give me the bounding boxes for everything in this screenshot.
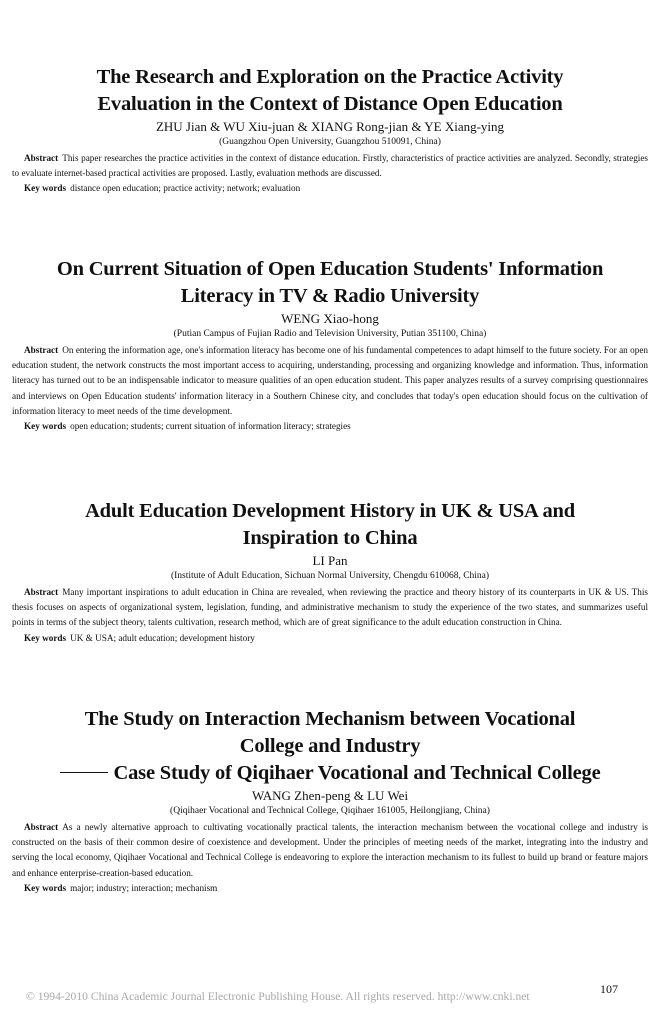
title-line: College and Industry (239, 735, 421, 757)
abstract-label: Abstract (24, 153, 59, 163)
abstract-label: Abstract (24, 822, 59, 832)
title-line: Evaluation in the Context of Distance Open Education (97, 93, 563, 115)
affiliation: (Guangzhou Open University, Guangzhou 510091, China) (219, 137, 441, 147)
keywords-label: Key words (24, 183, 67, 194)
affiliation: (Institute of Adult Education, Sichuan Normal University, Chengdu 610068, China) (170, 571, 490, 581)
abstract (12, 151, 648, 181)
article-title (12, 256, 648, 310)
page-number: 107 (600, 982, 618, 996)
abstract (12, 820, 648, 881)
subtitle-line (12, 760, 648, 787)
keywords-label: Key words (24, 882, 67, 893)
keywords-text: distance open education; practice activity; network; evaluation (70, 183, 301, 194)
article-title (12, 706, 648, 787)
abstract-label: Abstract (24, 345, 59, 355)
abstract-text: This paper researches the practice activities in the context of distance education. Firstly, characteristics of practice activities are analyzed. Secondly, strategies to evaluate internet-based practical activities are proposed. Lastly, evaluation methods are discussed. (12, 153, 648, 179)
affiliation: (Putian Campus of Fujian Radio and Television University, Putian 351100, China) (173, 329, 487, 339)
title-line: On Current Situation of Open Education Students' Information (56, 258, 604, 280)
article-2 (12, 256, 648, 434)
title-line: Inspiration to China (242, 527, 418, 549)
abstract-label: Abstract (24, 587, 59, 597)
em-dash-rule (60, 772, 108, 773)
title-line: Literacy in TV & Radio University (180, 285, 480, 307)
keywords (12, 631, 648, 646)
abstract-text: As a newly alternative approach to cultivating vocationally practical talents, the interaction mechanism between the vocational college and industry is constructed on the basis of their common desire of coexistence and development. Under the principles of meeting needs of the market, integrating into the industry and serving the local economy, Qiqihaer Vocational and Technical College is endeavoring to explore the interaction mechanism to its fullest to build up brand or feature majors and enhance enterprise-creation-based education. (12, 822, 648, 878)
keywords-text: UK & USA; adult education; development history (70, 632, 255, 643)
title-line: The Study on Interaction Mechanism between Vocational (84, 708, 576, 730)
abstract (12, 585, 648, 631)
abstract (12, 343, 648, 419)
affiliation: (Qiqihaer Vocational and Technical College, Qiqihaer 161005, Heilongjiang, China) (170, 806, 490, 816)
keywords (12, 419, 648, 434)
keywords-text: major; industry; interaction; mechanism (70, 882, 218, 893)
authors: WENG Xiao-hong (281, 311, 379, 326)
title-line: Adult Education Development History in UK & USA and (85, 500, 575, 522)
article-4 (12, 706, 648, 896)
keywords-text: open education; students; current situation of information literacy; strategies (70, 421, 351, 432)
keywords-label: Key words (24, 632, 67, 643)
keywords (12, 881, 648, 896)
authors: WANG Zhen-peng & LU Wei (251, 788, 409, 803)
article-title (12, 498, 648, 552)
copyright-footer: © 1994-2010 China Academic Journal Electronic Publishing House. All rights reserved. http://www.cnki.net (26, 990, 530, 1003)
article-3 (12, 498, 648, 646)
article-1 (12, 64, 648, 196)
abstract-text: Many important inspirations to adult education in China are revealed, when reviewing the practice and theory history of its counterparts in UK & US. This thesis focuses on aspects of organizational system, legislation, funding, and administrative mechanism to study the experience of the two states, and summarizes useful points in terms of the subject theory, talents cultivation, research method, which are of great significance to the adult education construction in China. (12, 587, 648, 628)
article-title (12, 64, 648, 118)
title-line: The Research and Exploration on the Practice Activity (96, 66, 564, 88)
keywords-label: Key words (24, 421, 67, 432)
authors: LI Pan (312, 553, 348, 568)
authors: ZHU Jian & WU Xiu-juan & XIANG Rong-jian & YE Xiang-ying (155, 119, 505, 134)
abstract-text: On entering the information age, one's information literacy has become one of his fundamental competences to adapt himself to the future society. For an open education student, the network constructs the most important access to acquiring, understanding, processing and organizing knowledge and information. Thus, information literacy has turned out to be an indispensable indicator to measure qualities of an open education student. This paper analyzes results of a survey comprising questionnaires and interviews on Open Education students' information literacy in a Southern Chinese city, and concludes that today's open education should focus on the cultivation of information literacy to meet needs of the time development. (12, 345, 648, 416)
subtitle-text: Case Study of Qiqihaer Vocational and Technical College (113, 762, 601, 784)
keywords (12, 181, 648, 196)
